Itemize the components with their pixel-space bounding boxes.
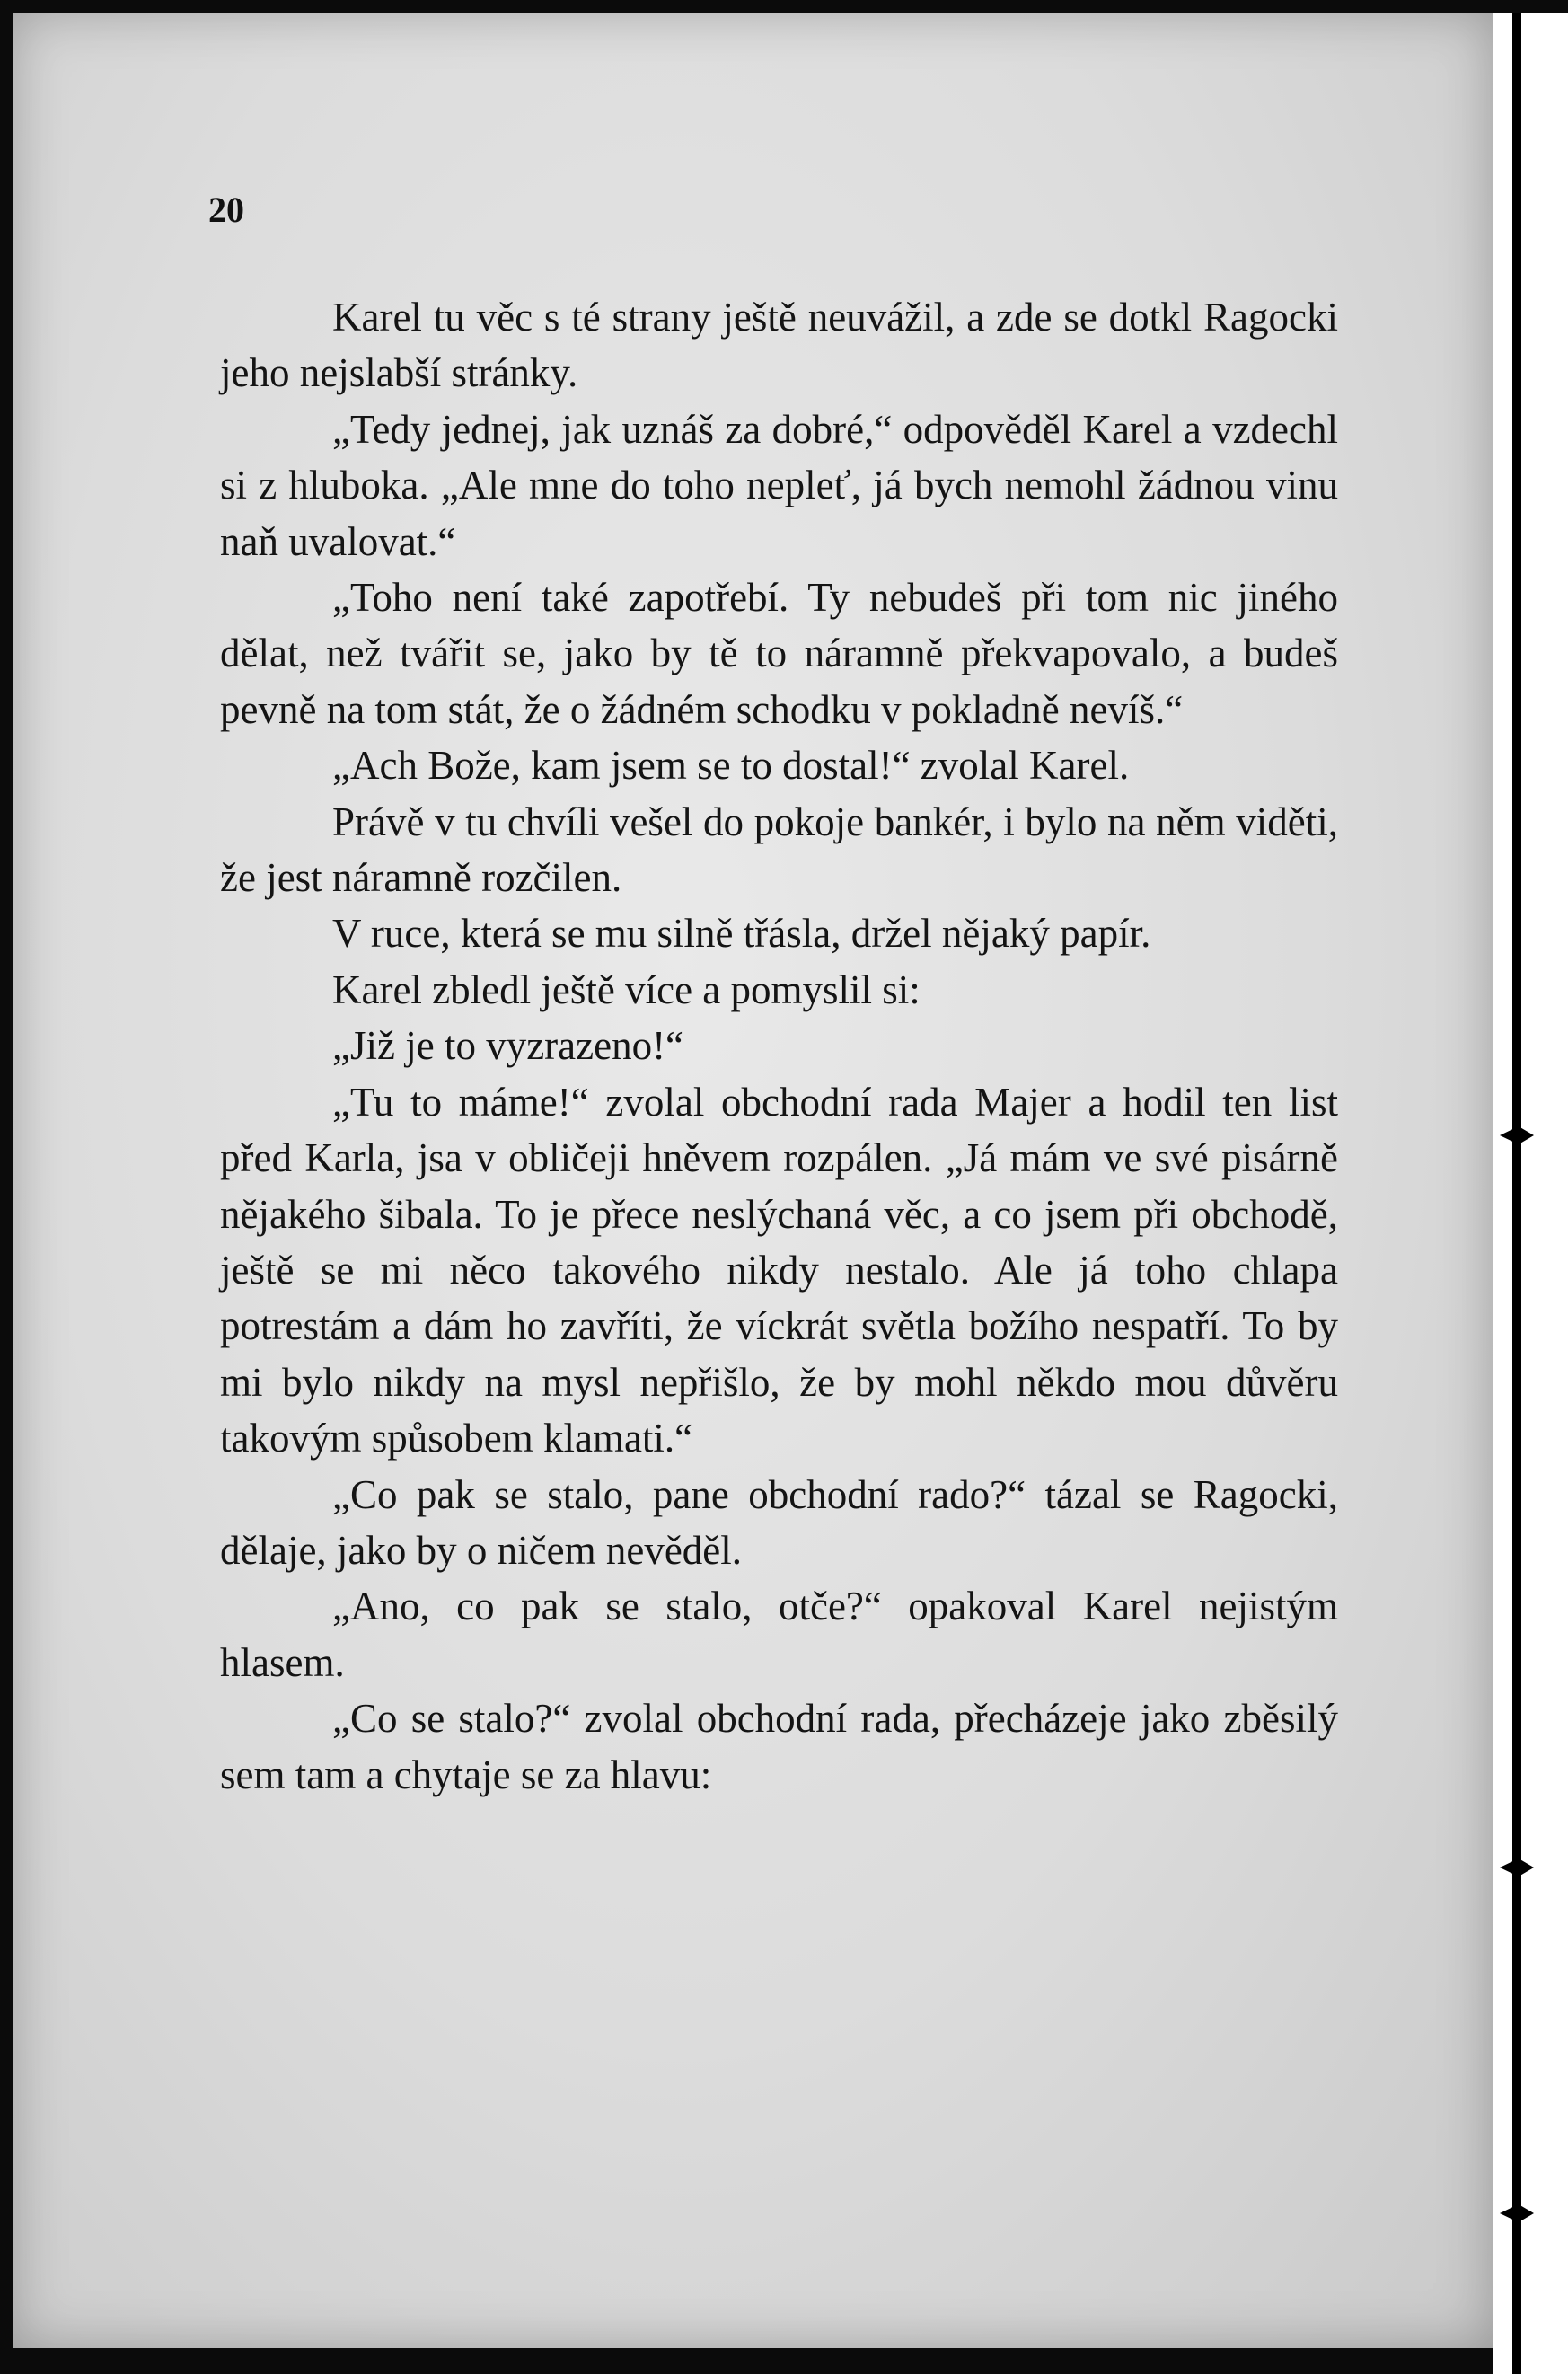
page-number: 20 [208,190,244,230]
paragraph: Karel tu věc s té strany ještě neuvážil, a zde se dotkl Ragocki jeho nejslabší stránky. [220,295,1338,396]
paragraph: „Co pak se stalo, pane obchodní rado?“ tázal se Ragocki, dělaje, jako by o ničem nevěděl. [220,1471,1338,1573]
paragraph: „Co se stalo?“ zvolal obchodní rada, přecházeje jako zběsilý sem tam a chytaje se za hlavu: [220,1696,1338,1797]
paragraph: V ruce, která se mu silně třásla, držel nějaký papír. [332,911,1151,957]
edge-mark [1500,1126,1534,1144]
binding-line [1512,13,1521,2374]
edge-mark [1500,2204,1534,2222]
body-text [220,289,1338,1803]
paragraph: „Ach Bože, kam jsem se to dostal!“ zvolal Karel. [332,743,1130,789]
edge-mark [1500,1858,1534,1876]
paragraph: „Tedy jednej, jak uznáš za dobré,“ odpověděl Karel a vzdechl si z hluboka. „Ale mne do toho nepleť, já bych nemohl žádnou vinu naň uvalovat.“ [220,406,1338,564]
paragraph: „Ano, co pak se stalo, otče?“ opakoval Karel nejistým hlasem. [220,1584,1338,1685]
paragraph: „Již je to vyzrazeno!“ [332,1023,684,1069]
paragraph: Právě v tu chvíli vešel do pokoje bankér, i bylo na něm viděti, že jest náramně rozčilen. [220,799,1338,901]
paragraph: „Toho není také zapotřebí. Ty nebudeš při tom nic jiného dělat, než tvářit se, jako by tě to náramně překvapovalo, a budeš pevně na tom stát, že o žádném schodku v pokladně nevíš.“ [220,575,1338,732]
paragraph: „Tu to máme!“ zvolal obchodní rada Majer a hodil ten list před Karla, jsa v obličeji hněvem rozpálen. „Já mám ve své pisárně nějakého šibala. To je přece neslýchaná věc, a co jsem při obchodě, ještě se mi něco takového nikdy nestalo. Ale já toho chlapa potrestám a dám ho zavříti, že víckrát světla božího nespatří. To by mi bylo nikdy na mysl nepřišlo, že by mohl někdo mou důvěru takovým spůsobem klamati.“ [220,1079,1338,1461]
page-edge [1493,13,1568,2374]
paragraph: Karel zbledl ještě více a pomyslil si: [332,966,921,1012]
